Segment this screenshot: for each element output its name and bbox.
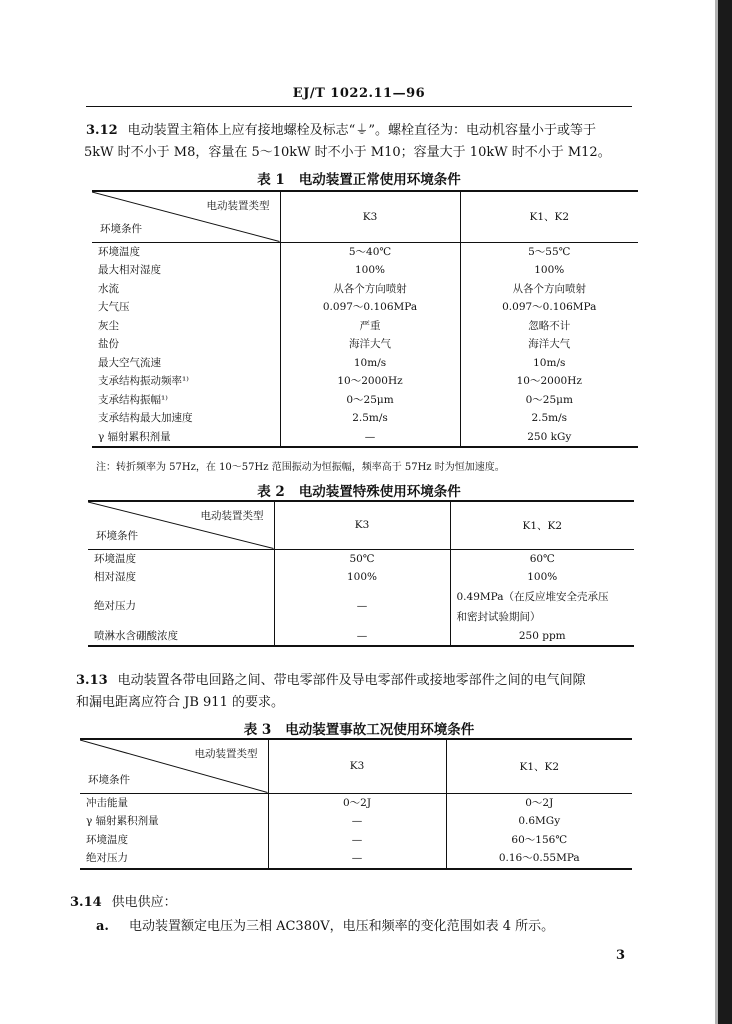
cond-cell: 支承结构振幅¹⁾ [98, 393, 168, 406]
table-row [92, 298, 638, 317]
section-text-line2: 5kW 时不小于 M8，容量在 5～10kW 时不小于 M10；容量大于 10kW 时不小于 M12。 [84, 145, 611, 160]
cond-cell: γ 辐射累积剂量 [86, 815, 159, 827]
table-row [88, 587, 634, 627]
section-text-line2: 和漏电距离应符合 JB 911 的要求。 [76, 695, 284, 710]
section-number: 3.13 [76, 673, 108, 688]
item-a-label: a. [96, 919, 109, 934]
table2-corner-bottom: 环境条件 [96, 529, 138, 542]
table3-title: 电动装置事故工况使用环境条件 [285, 722, 475, 738]
table2-header-row [88, 501, 634, 549]
k12-cell: 忽略不计 [460, 317, 638, 336]
k3-cell: 海洋大气 [280, 335, 460, 354]
k3-cell: 0～2J [268, 793, 446, 812]
k12-cell: 250 kGy [460, 428, 638, 448]
k3-cell: 2.5m/s [280, 409, 460, 428]
table-row [80, 812, 632, 831]
cond-cell: 最大相对湿度 [98, 264, 161, 276]
k3-cell: 100% [274, 568, 450, 587]
section-3-12 [86, 120, 646, 164]
item-a [96, 916, 640, 938]
k3-cell: 严重 [280, 317, 460, 336]
table-row [92, 372, 638, 391]
k12-cell: 60～156℃ [446, 831, 632, 850]
k3-cell: — [268, 812, 446, 831]
table2-caption [0, 480, 718, 500]
cond-cell: γ 辐射累积剂量 [98, 430, 171, 443]
table1-col-k12: K1、K2 [460, 191, 638, 242]
table2-corner-cell [88, 501, 274, 549]
table1-corner-bottom: 环境条件 [100, 222, 142, 235]
k12-line1: 0.49MPa（在反应堆安全壳承压 [456, 590, 609, 603]
table-row [88, 627, 634, 647]
k3-cell: — [280, 428, 460, 448]
k12-cell: 100% [460, 261, 638, 280]
cond-cell: 支承结构振动频率¹⁾ [98, 375, 189, 387]
k3-cell: 5～40℃ [280, 242, 460, 261]
k3-cell: 0.097～0.106MPa [280, 298, 460, 317]
table1-corner-top: 电动装置类型 [206, 200, 270, 212]
section-3-14 [70, 892, 640, 938]
k12-cell: 60℃ [450, 549, 634, 568]
table3-corner-cell [80, 739, 268, 793]
table2-corner-top: 电动装置类型 [200, 510, 264, 522]
cond-cell: 绝对压力 [86, 852, 128, 864]
table-row [92, 317, 638, 336]
cond-cell: 环境温度 [94, 552, 136, 565]
k3-cell: — [274, 627, 450, 647]
table-row [80, 831, 632, 850]
table3-col-k3: K3 [268, 739, 446, 793]
table2-title: 电动装置特殊使用环境条件 [298, 484, 461, 500]
k12-cell [450, 587, 634, 627]
section-number: 3.12 [86, 123, 118, 138]
cond-cell: 盐份 [98, 338, 119, 350]
table3-corner-top: 电动装置类型 [194, 748, 258, 760]
section-number: 3.14 [70, 895, 102, 910]
k12-cell: 海洋大气 [460, 335, 638, 354]
header-rule [86, 106, 632, 107]
table1-header-row [92, 191, 638, 242]
table3 [80, 738, 632, 870]
cond-cell: 大气压 [98, 301, 130, 313]
section-text-line1: 电动装置主箱体上应有接地螺栓及标志“⏚”。螺栓直径为：电动机容量小于或等于 [127, 123, 596, 138]
k12-line2: 和密封试验期间） [456, 610, 541, 623]
k12-cell: 从各个方向喷射 [460, 280, 638, 299]
table-row [80, 793, 632, 812]
table3-caption [0, 718, 718, 738]
scan-edge [718, 0, 732, 1024]
page-number: 3 [616, 948, 626, 963]
k3-cell: — [274, 587, 450, 627]
section-title: 供电供应： [111, 895, 177, 910]
table3-corner-bottom: 环境条件 [88, 773, 130, 786]
table1-number: 表 1 [257, 172, 285, 188]
section-3-13 [76, 670, 636, 714]
k3-cell: 10m/s [280, 354, 460, 373]
table3-number: 表 3 [243, 722, 272, 738]
table1-caption [0, 168, 718, 188]
table1-corner-cell [92, 191, 280, 242]
section-text-line1: 电动装置各带电回路之间、带电零部件及导电零部件或接地零部件之间的电气间隙 [117, 673, 586, 688]
table1-title: 电动装置正常使用环境条件 [298, 172, 461, 188]
table-row [92, 261, 638, 280]
table-row [92, 391, 638, 410]
table-row [92, 242, 638, 261]
k12-cell: 0～2J [446, 793, 632, 812]
k3-cell: 从各个方向喷射 [280, 280, 460, 299]
table-row [80, 849, 632, 869]
k12-cell: 10～2000Hz [460, 372, 638, 391]
table3-col-k12: K1、K2 [446, 739, 632, 793]
cond-cell: 喷淋水含硼酸浓度 [94, 629, 178, 642]
cond-cell: 灰尘 [98, 319, 119, 332]
k12-cell: 10m/s [460, 354, 638, 373]
cond-cell: 最大空气流速 [98, 356, 161, 369]
table1 [92, 190, 638, 448]
k3-cell: — [268, 831, 446, 850]
k12-cell: 250 ppm [450, 627, 634, 647]
k12-cell: 100% [450, 568, 634, 587]
k3-cell: 50℃ [274, 549, 450, 568]
table1-note: 注：转折频率为 57Hz，在 10～57Hz 范围振动为恒振幅，频率高于 57Hz 时为恒加速度。 [96, 462, 505, 473]
table-row [92, 409, 638, 428]
table-row [92, 428, 638, 448]
table-row [92, 280, 638, 299]
table1-col-k3: K3 [280, 191, 460, 242]
cond-cell: 环境温度 [98, 245, 140, 258]
k12-cell: 0.6MGy [446, 812, 632, 831]
cond-cell: 水流 [98, 282, 119, 295]
k12-cell: 0～25μm [460, 391, 638, 410]
scan-edge-shadow [715, 0, 718, 1024]
table-row [92, 354, 638, 373]
table2-number: 表 2 [257, 484, 285, 500]
table-row [92, 335, 638, 354]
k3-cell: — [268, 849, 446, 869]
k12-cell: 0.097～0.106MPa [460, 298, 638, 317]
k3-cell: 10～2000Hz [280, 372, 460, 391]
k12-cell: 2.5m/s [460, 409, 638, 428]
cond-cell: 支承结构最大加速度 [98, 412, 193, 424]
document-code: EJ/T 1022.11—96 [292, 86, 426, 101]
table2 [88, 500, 634, 647]
cond-cell: 相对湿度 [94, 571, 136, 583]
table-row [88, 549, 634, 568]
k3-cell: 100% [280, 261, 460, 280]
cond-cell: 绝对压力 [94, 600, 136, 613]
table2-col-k3: K3 [274, 501, 450, 549]
table3-header-row [80, 739, 632, 793]
table2-col-k12: K1、K2 [450, 501, 634, 549]
cond-cell: 冲击能量 [86, 796, 128, 809]
cond-cell: 环境温度 [86, 833, 128, 846]
table-row [88, 568, 634, 587]
k12-cell: 5～55℃ [460, 242, 638, 261]
item-a-text: 电动装置额定电压为三相 AC380V，电压和频率的变化范围如表 4 所示。 [128, 919, 555, 934]
k12-cell: 0.16～0.55MPa [446, 849, 632, 869]
k3-cell: 0～25μm [280, 391, 460, 410]
